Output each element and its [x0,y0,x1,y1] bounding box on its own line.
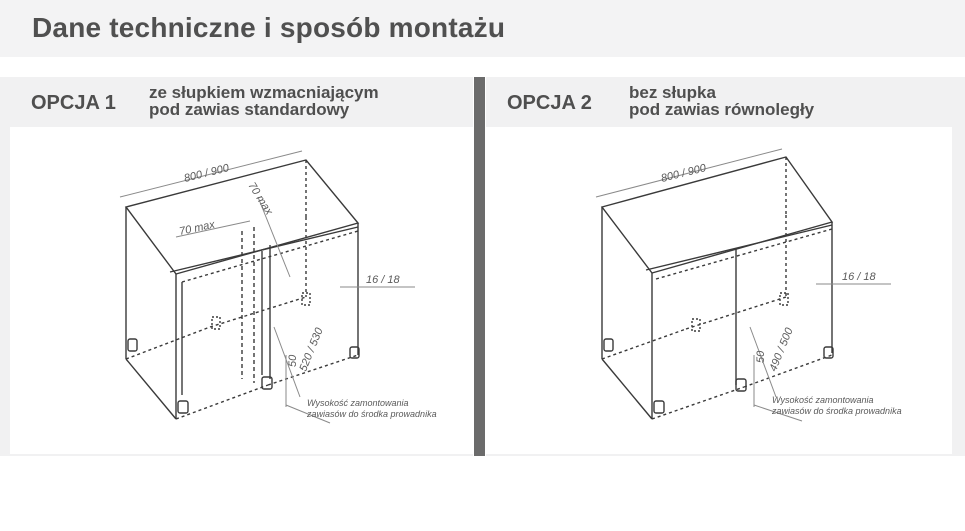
option1-depth-max-label: 70 max [178,218,216,238]
option1-desc-line1: ze słupkiem wzmacniającym [149,83,379,102]
option1-cabinet-drawing [10,127,473,454]
option2-diagram [486,127,952,454]
option1-note-line2: zawiasów do środka prowadnika [307,409,437,419]
option2-height-offset-label: 50 [755,350,767,363]
option1-thickness-label: 16 / 18 [366,274,400,286]
option1-height-offset-label: 50 [287,354,299,367]
option1-depth-label: 520 / 530 [297,326,326,374]
option1-description [149,84,379,118]
option1-leg [128,339,137,351]
option2-leg [654,401,664,413]
option1-top-outline [126,160,358,274]
option1-leg [178,401,188,413]
option2-desc-line1: bez słupka [629,83,716,102]
option2-note-line2: zawiasów do środka prowadnika [772,406,902,416]
option2-cabinet-drawing [486,127,952,454]
option2-description [629,84,814,118]
option2-depth-label: 490 / 500 [767,326,796,374]
option2-top-outline [602,157,832,273]
option1-diagram [10,127,473,454]
option1-label: OPCJA 1 [31,92,116,114]
option2-desc-line2: pod zawias równoległy [629,100,815,119]
option1-desc-line2: pod zawias standardowy [149,100,350,119]
option2-width-label: 800 / 900 [659,162,708,185]
option1-width-label: 800 / 900 [182,162,231,185]
option2-thickness-label: 16 / 18 [842,271,876,283]
footer-band [0,456,965,531]
panel-divider [474,77,485,456]
option2-note-line1: Wysokość zamontowania [772,395,874,405]
option2-panel [486,77,965,456]
option1-note-line1: Wysokość zamontowania [307,398,409,408]
option1-side-max-label: 70 max [245,180,275,218]
header-band [0,0,965,57]
option2-leg [604,339,613,351]
page-title: Dane techniczne i sposób montażu [32,12,506,43]
option1-panel [0,77,473,456]
option2-label: OPCJA 2 [507,92,592,114]
